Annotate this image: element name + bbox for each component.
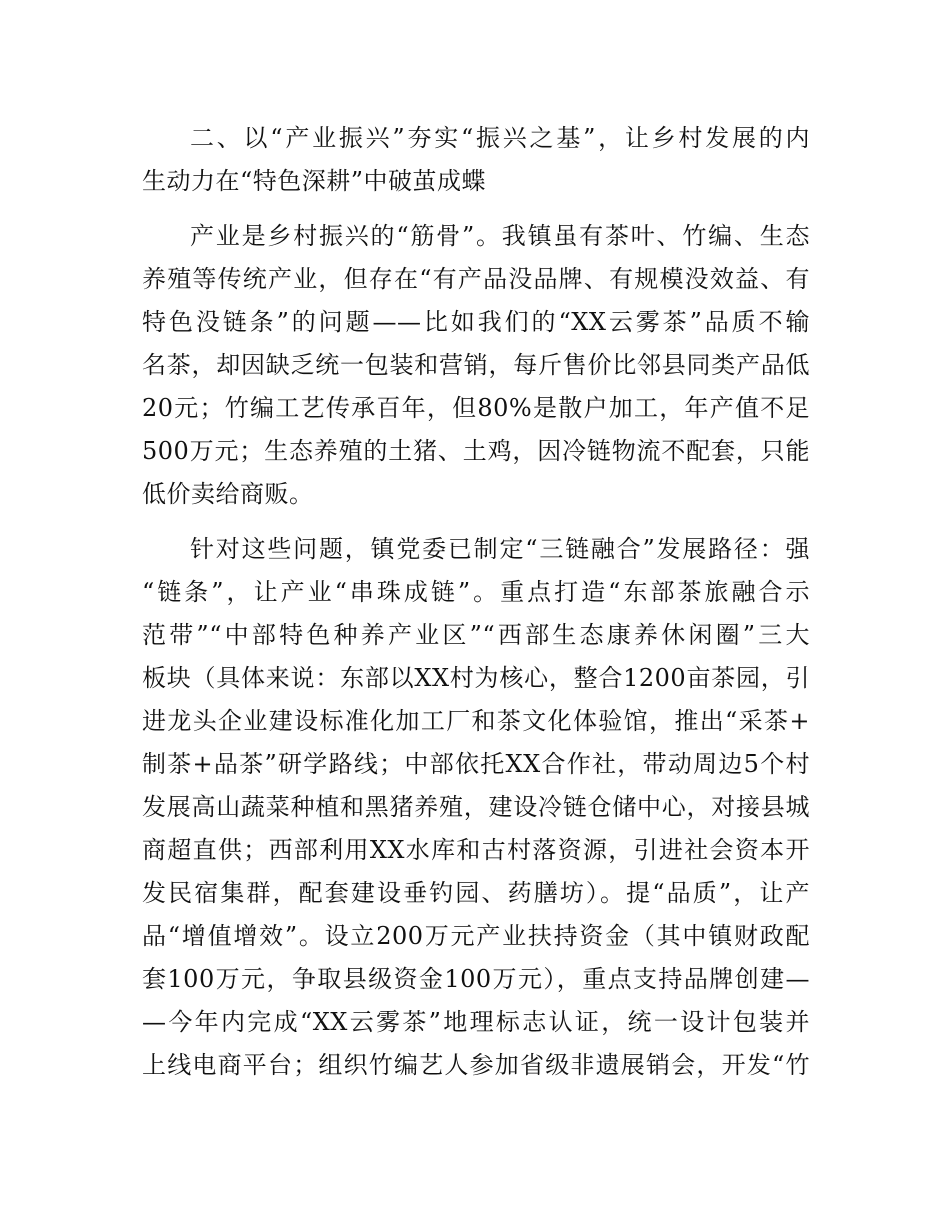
paragraph1-line-3: 特色没链条”的问题——比如我们的“XX云雾茶”品质不输 [142,308,810,336]
paragraph2-line-12: —今年内完成“XX云雾茶”地理标志认证，统一设计包装并 [142,1008,810,1036]
heading-line-1: 二、以“产业振兴”夯实“振兴之基”，让乡村发展的内 [190,124,810,152]
paragraph2-line-8: 商超直供；西部利用XX水库和古村落资源，引进社会资本开 [142,836,810,864]
paragraph2-line-1: 针对这些问题，镇党委已制定“三链融合”发展路径：强 [190,535,810,563]
paragraph2-line-13: 上线电商平台；组织竹编艺人参加省级非遗展销会，开发“竹 [142,1051,810,1079]
heading-line-2: 生动力在“特色深耕”中破茧成蝶 [142,167,487,195]
paragraph1-line-2: 养殖等传统产业，但存在“有产品没品牌、有规模没效益、有 [142,265,810,293]
paragraph1-line-7: 低价卖给商贩。 [142,480,314,508]
paragraph2-line-5: 进龙头企业建设标准化加工厂和茶文化体验馆，推出“采茶+ [142,707,810,735]
paragraph2-line-2: “链条”，让产业“串珠成链”。重点打造“东部茶旅融合示 [142,578,810,606]
paragraph2-line-6: 制茶+品茶”研学路线；中部依托XX合作社，带动周边5个村 [142,750,810,778]
paragraph2-line-4: 板块（具体来说：东部以XX村为核心，整合1200亩茶园，引 [142,664,810,692]
paragraph2-line-9: 发民宿集群，配套建设垂钓园、药膳坊）。提“品质”，让产 [142,879,810,907]
paragraph1-line-6: 500万元；生态养殖的土猪、土鸡，因冷链物流不配套，只能 [142,437,810,465]
paragraph1-line-5: 20元；竹编工艺传承百年，但80%是散户加工，年产值不足 [142,394,810,422]
paragraph1-line-4: 名茶，却因缺乏统一包装和营销，每斤售价比邻县同类产品低 [142,351,810,379]
paragraph2-line-7: 发展高山蔬菜种植和黑猪养殖，建设冷链仓储中心，对接县城 [142,793,810,821]
paragraph2-line-11: 套100万元，争取县级资金100万元），重点支持品牌创建— [142,965,810,993]
paragraph1-line-1: 产业是乡村振兴的“筋骨”。我镇虽有茶叶、竹编、生态 [190,222,810,250]
paragraph2-line-3: 范带”“中部特色种养产业区”“西部生态康养休闲圈”三大 [142,621,810,649]
paragraph2-line-10: 品“增值增效”。设立200万元产业扶持资金（其中镇财政配 [142,922,810,950]
